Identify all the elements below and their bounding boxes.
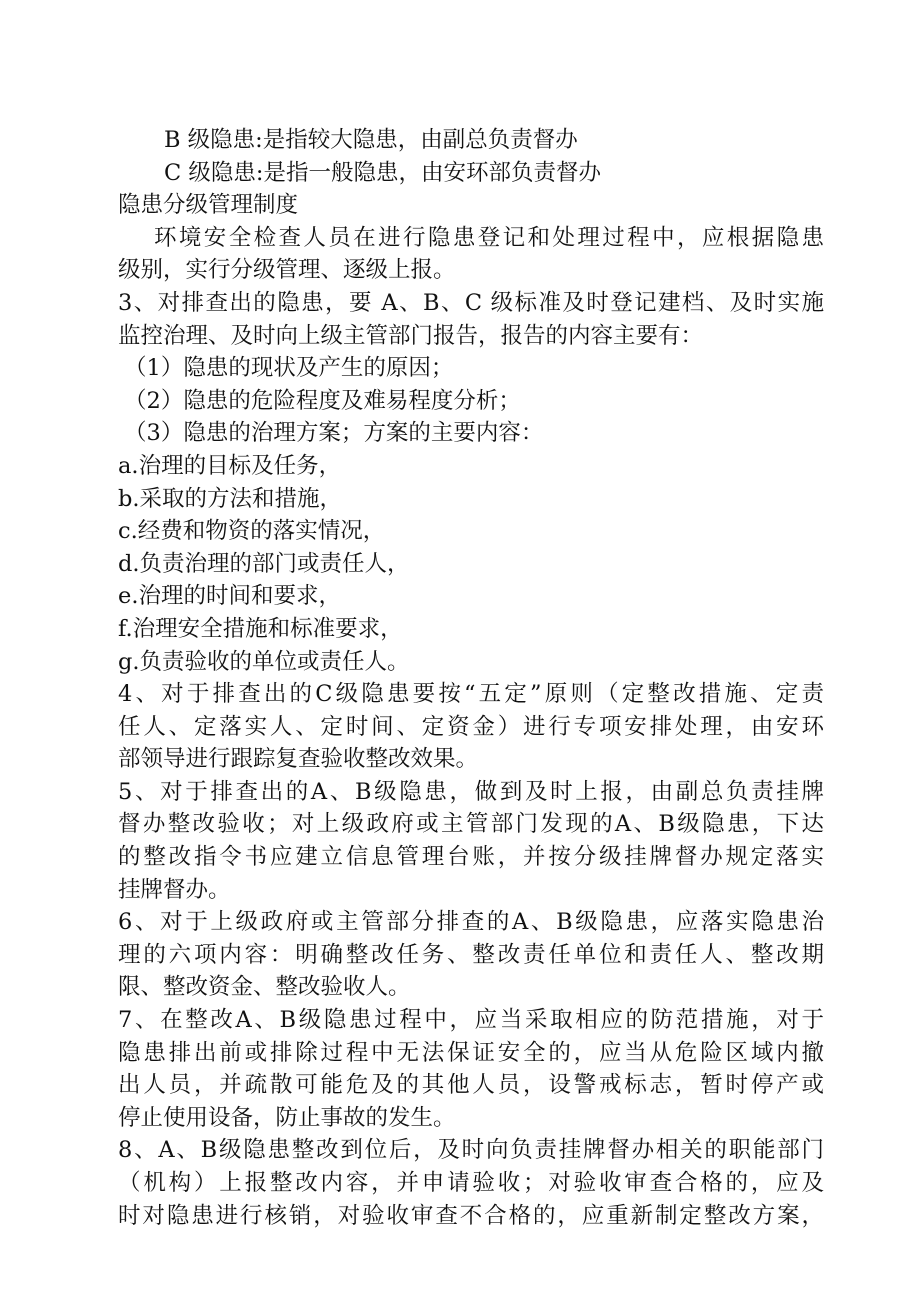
paragraph-line: 督办整改验收；对上级政府或主管部门发现的A、B级隐患，下达 [118,811,824,838]
list-item: g.负责验收的单位或责任人。 [118,648,410,675]
paragraph-line: 停止使用设备，防止事故的发生。 [118,1104,456,1131]
paragraph-line: 的整改指令书应建立信息管理台账，并按分级挂牌督办规定落实 [118,844,824,871]
paragraph-line: 理的六项内容：明确整改任务、整改责任单位和责任人、整改期 [118,941,824,968]
paragraph-line: 3、对排查出的隐患，要 A、B、C 级标准及时登记建档、及时实施 [118,289,824,316]
text-line-b-level: B 级隐患:是指较大隐患，由副总负责督办 [164,127,578,153]
paragraph-line: 环境安全检查人员在进行隐患登记和处理过程中，应根据隐患 [154,224,824,251]
section-heading: 隐患分级管理制度 [118,192,299,219]
paragraph-line: 监控治理、及时向上级主管部门报告，报告的内容主要有： [118,322,704,349]
paragraph-line: 8、A、B级隐患整改到位后，及时向负责挂牌督办相关的职能部门 [118,1137,824,1164]
text-line-c-level: C 级隐患:是指一般隐患，由安环部负责督办 [164,159,601,186]
list-item: （1）隐患的现状及产生的原因； [124,355,454,382]
list-item: b.采取的方法和措施， [118,485,343,512]
paragraph-line: 7、在整改A、B级隐患过程中，应当采取相应的防范措施，对于 [118,1007,824,1034]
paragraph-line: 出人员，并疏散可能危及的其他人员，设警戒标志，暂时停产或 [118,1072,824,1099]
paragraph-line: 部领导进行跟踪复查验收整改效果。 [118,746,479,773]
paragraph-line: 5、对于排查出的A、B级隐患，做到及时上报，由副总负责挂牌 [118,778,824,805]
list-item: a.治理的目标及任务， [118,452,342,479]
document-body [118,124,824,1232]
list-item: （3）隐患的治理方案；方案的主要内容： [124,420,544,447]
paragraph-line: 挂牌督办。 [118,876,231,903]
paragraph-line: 隐患排出前或排除过程中无法保证安全的，应当从危险区域内撤 [118,1039,824,1066]
paragraph-line: 任人、定落实人、定时间、定资金）进行专项安排处理，由安环 [118,713,824,740]
paragraph-line: 6、对于上级政府或主管部分排查的A、B级隐患，应落实隐患治 [118,909,824,936]
paragraph-line: （机构）上报整改内容，并申请验收；对验收审查合格的，应及 [118,1170,824,1196]
list-item: d.负责治理的部门或责任人， [118,550,410,577]
paragraph-line: 级别，实行分级管理、逐级上报。 [118,257,456,284]
list-item: c.经费和物资的落实情况， [118,518,386,545]
paragraph-line: 4、对于排查出的C级隐患要按“五定”原则（定整改措施、定责 [118,681,824,708]
paragraph-line: 时对隐患进行核销，对验收审查不合格的，应重新制定整改方案， [118,1202,824,1229]
list-item: （2）隐患的危险程度及难易程度分析； [124,387,521,414]
list-item: e.治理的时间和要求， [118,583,341,610]
paragraph-line: 限、整改资金、整改验收人。 [118,974,411,1001]
list-item: f.治理安全措施和标准要求， [118,615,403,642]
